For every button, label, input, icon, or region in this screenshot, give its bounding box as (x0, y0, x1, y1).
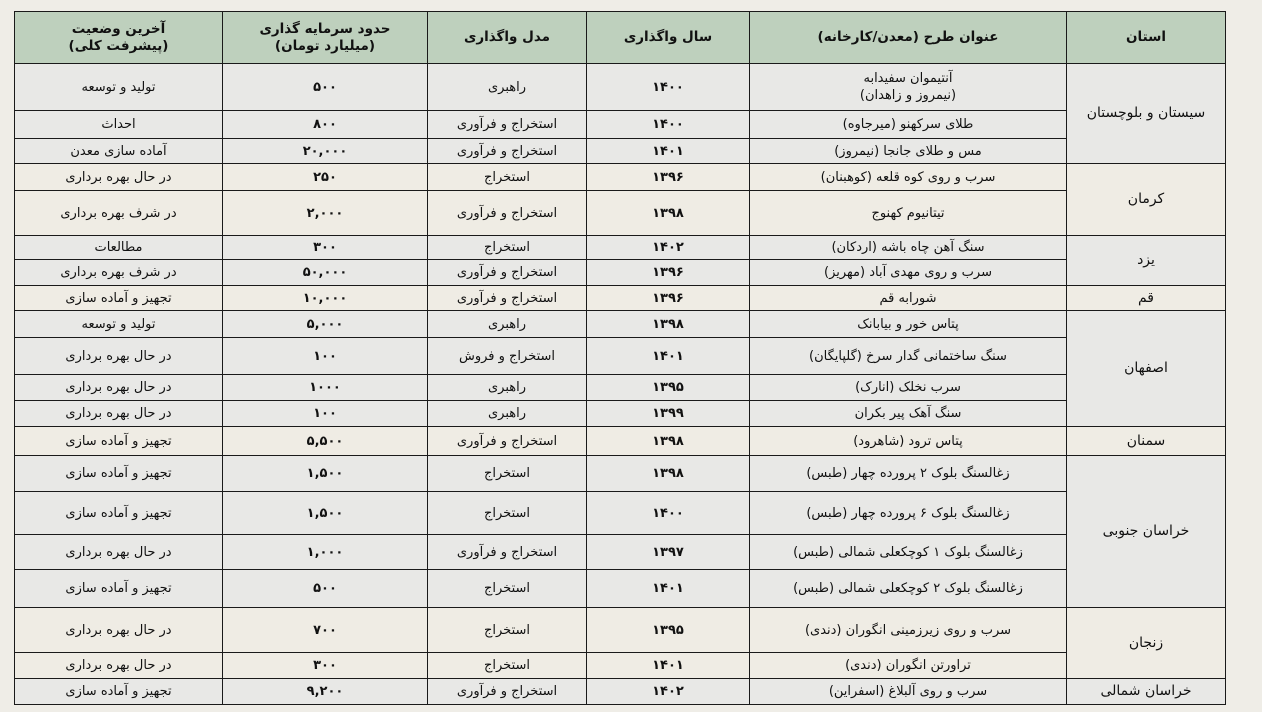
table-row (15, 260, 1226, 286)
cell-year: ۱۳۹۸ (587, 191, 750, 236)
table-row (15, 570, 1226, 608)
header-investment (223, 12, 428, 64)
cell-title (750, 535, 1067, 570)
cell-title-line1: سنگ ساختمانی گدار سرخ (گلپایگان) (809, 348, 1007, 364)
cell-year: ۱۴۰۱ (587, 653, 750, 679)
cell-status: در حال بهره برداری (15, 401, 223, 427)
cell-year: ۱۳۹۶ (587, 164, 750, 191)
cell-title-line1: سرب و روی زیرزمینی انگوران (دندی) (804, 622, 1012, 638)
cell-model: استخراج و فرآوری (428, 286, 587, 311)
cell-title (750, 608, 1067, 653)
cell-model: استخراج و فرآوری (428, 427, 587, 456)
cell-investment: ۸۰۰ (223, 111, 428, 139)
cell-province: خراسان جنوبی (1067, 456, 1226, 608)
header-investment-line1: حدود سرمایه گذاری (259, 20, 391, 37)
cell-year: ۱۳۹۸ (587, 456, 750, 492)
cell-title-line1: زغالسنگ بلوک ۲ کوچکعلی شمالی (طبس) (793, 581, 1023, 596)
cell-year: ۱۴۰۱ (587, 338, 750, 375)
cell-investment: ۵۰۰ (223, 64, 428, 111)
cell-province: سمنان (1067, 427, 1226, 456)
cell-status: مطالعات (15, 236, 223, 260)
cell-model: استخراج (428, 164, 587, 191)
header-investment-line2: (میلیارد تومان) (274, 37, 376, 54)
cell-investment: ۱۰۰ (223, 338, 428, 375)
cell-investment: ۲۵۰ (223, 164, 428, 191)
cell-year: ۱۳۹۹ (587, 401, 750, 427)
cell-status: تجهیز و آماده سازی (15, 492, 223, 535)
cell-year: ۱۴۰۰ (587, 111, 750, 139)
header-status (15, 12, 223, 64)
cell-status: تجهیز و آماده سازی (15, 456, 223, 492)
cell-title (750, 164, 1067, 191)
cell-investment: ۱۰۰ (223, 401, 428, 427)
cell-status: در شرف بهره برداری (15, 191, 223, 236)
cell-title-line1: مس و طلای جانجا (نیمروز) (834, 143, 982, 159)
header-province: استان (1067, 12, 1226, 64)
cell-title-line1: سرب نخلک (انارک) (855, 380, 961, 395)
cell-title-line1: سرب و روی کوه قلعه (کوهبنان) (820, 169, 996, 185)
table-row (15, 653, 1226, 679)
header-model: مدل واگذاری (428, 12, 587, 64)
cell-model: استخراج (428, 570, 587, 608)
table-row (15, 492, 1226, 535)
cell-status: تولید و توسعه (15, 311, 223, 338)
cell-status: احداث (15, 111, 223, 139)
cell-year: ۱۳۹۵ (587, 608, 750, 653)
cell-investment: ۵,۰۰۰ (223, 311, 428, 338)
cell-investment: ۹,۲۰۰ (223, 679, 428, 705)
cell-status: تجهیز و آماده سازی (15, 570, 223, 608)
cell-province: زنجان (1067, 608, 1226, 679)
header-status-line2: (پیشرفت کلی) (68, 37, 169, 54)
cell-investment: ۵۰۰ (223, 570, 428, 608)
cell-title-line1: سرب و روی مهدی آباد (مهریز) (824, 265, 992, 280)
cell-status: در حال بهره برداری (15, 375, 223, 401)
table-row (15, 164, 1226, 191)
cell-title (750, 427, 1067, 456)
cell-investment: ۲۰,۰۰۰ (223, 139, 428, 164)
cell-model: راهبری (428, 401, 587, 427)
cell-year: ۱۴۰۲ (587, 236, 750, 260)
table-row (15, 236, 1226, 260)
cell-title (750, 375, 1067, 401)
cell-title (750, 260, 1067, 286)
cell-title (750, 286, 1067, 311)
cell-investment: ۵۰,۰۰۰ (223, 260, 428, 286)
cell-investment: ۵,۵۰۰ (223, 427, 428, 456)
cell-title-line1: شورابه قم (879, 290, 937, 306)
cell-status: در حال بهره برداری (15, 164, 223, 191)
cell-model: استخراج (428, 608, 587, 653)
cell-model: راهبری (428, 311, 587, 338)
cell-title (750, 492, 1067, 535)
table-row (15, 311, 1226, 338)
mining-projects-table (14, 11, 1226, 705)
cell-year: ۱۳۹۸ (587, 311, 750, 338)
cell-title (750, 191, 1067, 236)
cell-title (750, 456, 1067, 492)
cell-title (750, 64, 1067, 111)
cell-status: آماده سازی معدن (15, 139, 223, 164)
cell-year: ۱۳۹۶ (587, 286, 750, 311)
table-row (15, 111, 1226, 139)
cell-province: یزد (1067, 236, 1226, 286)
cell-title-line1: سنگ آهن چاه باشه (اردکان) (831, 240, 985, 255)
cell-title (750, 338, 1067, 375)
table-row (15, 608, 1226, 653)
cell-province: قم (1067, 286, 1226, 311)
cell-title-line1: زغالسنگ بلوک ۲ پرورده چهار (طبس) (806, 466, 1010, 481)
cell-title-line1: طلای سرکهنو (میرجاوه) (842, 117, 974, 132)
table-row (15, 64, 1226, 111)
cell-model: استخراج و فرآوری (428, 111, 587, 139)
cell-status: تجهیز و آماده سازی (15, 286, 223, 311)
cell-province: اصفهان (1067, 311, 1226, 427)
cell-model: استخراج و فرآوری (428, 260, 587, 286)
cell-province: سیستان و بلوچستان (1067, 64, 1226, 164)
cell-investment: ۷۰۰ (223, 608, 428, 653)
cell-year: ۱۳۹۸ (587, 427, 750, 456)
cell-title-line1: تیتانیوم کهنوج (871, 205, 945, 221)
cell-title-line1: سرب و روی آلبلاغ (اسفراین) (828, 684, 988, 699)
table-row (15, 338, 1226, 375)
cell-investment: ۱۰,۰۰۰ (223, 286, 428, 311)
cell-title-line1: پتاس ترود (شاهرود) (853, 433, 963, 449)
table-row (15, 427, 1226, 456)
cell-title (750, 311, 1067, 338)
cell-year: ۱۳۹۵ (587, 375, 750, 401)
table-row (15, 401, 1226, 427)
cell-model: استخراج و فرآوری (428, 139, 587, 164)
cell-investment: ۱۰۰۰ (223, 375, 428, 401)
table-row (15, 535, 1226, 570)
cell-title (750, 653, 1067, 679)
cell-title (750, 401, 1067, 427)
cell-model: راهبری (428, 375, 587, 401)
cell-status: در حال بهره برداری (15, 608, 223, 653)
table-row (15, 456, 1226, 492)
cell-title-line1: آنتیموان سفیدابه (863, 71, 953, 86)
cell-title (750, 679, 1067, 705)
header-year: سال واگذاری (587, 12, 750, 64)
cell-title-line1: سنگ آهک پیر بکران (854, 406, 962, 421)
cell-model: استخراج و فرآوری (428, 191, 587, 236)
cell-model: استخراج (428, 236, 587, 260)
cell-model: استخراج (428, 492, 587, 535)
cell-year: ۱۴۰۰ (587, 64, 750, 111)
cell-investment: ۱,۵۰۰ (223, 456, 428, 492)
cell-year: ۱۳۹۷ (587, 535, 750, 570)
cell-status: در حال بهره برداری (15, 338, 223, 375)
cell-model: استخراج و فرآوری (428, 535, 587, 570)
cell-status: تجهیز و آماده سازی (15, 427, 223, 456)
cell-title (750, 570, 1067, 608)
cell-model: استخراج (428, 456, 587, 492)
cell-model: استخراج و فروش (428, 338, 587, 375)
cell-title-line1: زغالسنگ بلوک ۶ پرورده چهار (طبس) (806, 505, 1010, 521)
cell-title-line2: (نیمروز و زاهدان) (859, 88, 957, 103)
cell-investment: ۱,۰۰۰ (223, 535, 428, 570)
table-container (14, 11, 1225, 705)
cell-title (750, 139, 1067, 164)
table-row (15, 679, 1226, 705)
header-row (15, 12, 1226, 64)
cell-title-line1: تراورتن انگوران (دندی) (845, 658, 971, 673)
cell-status: در شرف بهره برداری (15, 260, 223, 286)
cell-year: ۱۴۰۲ (587, 679, 750, 705)
cell-title (750, 236, 1067, 260)
cell-investment: ۲,۰۰۰ (223, 191, 428, 236)
cell-year: ۱۴۰۱ (587, 139, 750, 164)
cell-year: ۱۴۰۰ (587, 492, 750, 535)
cell-status: تجهیز و آماده سازی (15, 679, 223, 705)
header-title: عنوان طرح (معدن/کارخانه) (750, 12, 1067, 64)
cell-title-line1: پتاس خور و بیابانک (857, 316, 959, 332)
table-row (15, 375, 1226, 401)
table-row (15, 191, 1226, 236)
cell-title (750, 111, 1067, 139)
cell-year: ۱۴۰۱ (587, 570, 750, 608)
cell-investment: ۱,۵۰۰ (223, 492, 428, 535)
cell-year: ۱۳۹۶ (587, 260, 750, 286)
table-row (15, 139, 1226, 164)
cell-model: استخراج و فرآوری (428, 679, 587, 705)
cell-status: در حال بهره برداری (15, 535, 223, 570)
table-row (15, 286, 1226, 311)
cell-province: کرمان (1067, 164, 1226, 236)
cell-investment: ۳۰۰ (223, 236, 428, 260)
cell-status: در حال بهره برداری (15, 653, 223, 679)
cell-model: راهبری (428, 64, 587, 111)
cell-status: تولید و توسعه (15, 64, 223, 111)
cell-province: خراسان شمالی (1067, 679, 1226, 705)
header-status-line1: آخرین وضعیت (71, 20, 166, 37)
cell-model: استخراج (428, 653, 587, 679)
cell-title-line1: زغالسنگ بلوک ۱ کوچکعلی شمالی (طبس) (793, 544, 1023, 560)
cell-investment: ۳۰۰ (223, 653, 428, 679)
